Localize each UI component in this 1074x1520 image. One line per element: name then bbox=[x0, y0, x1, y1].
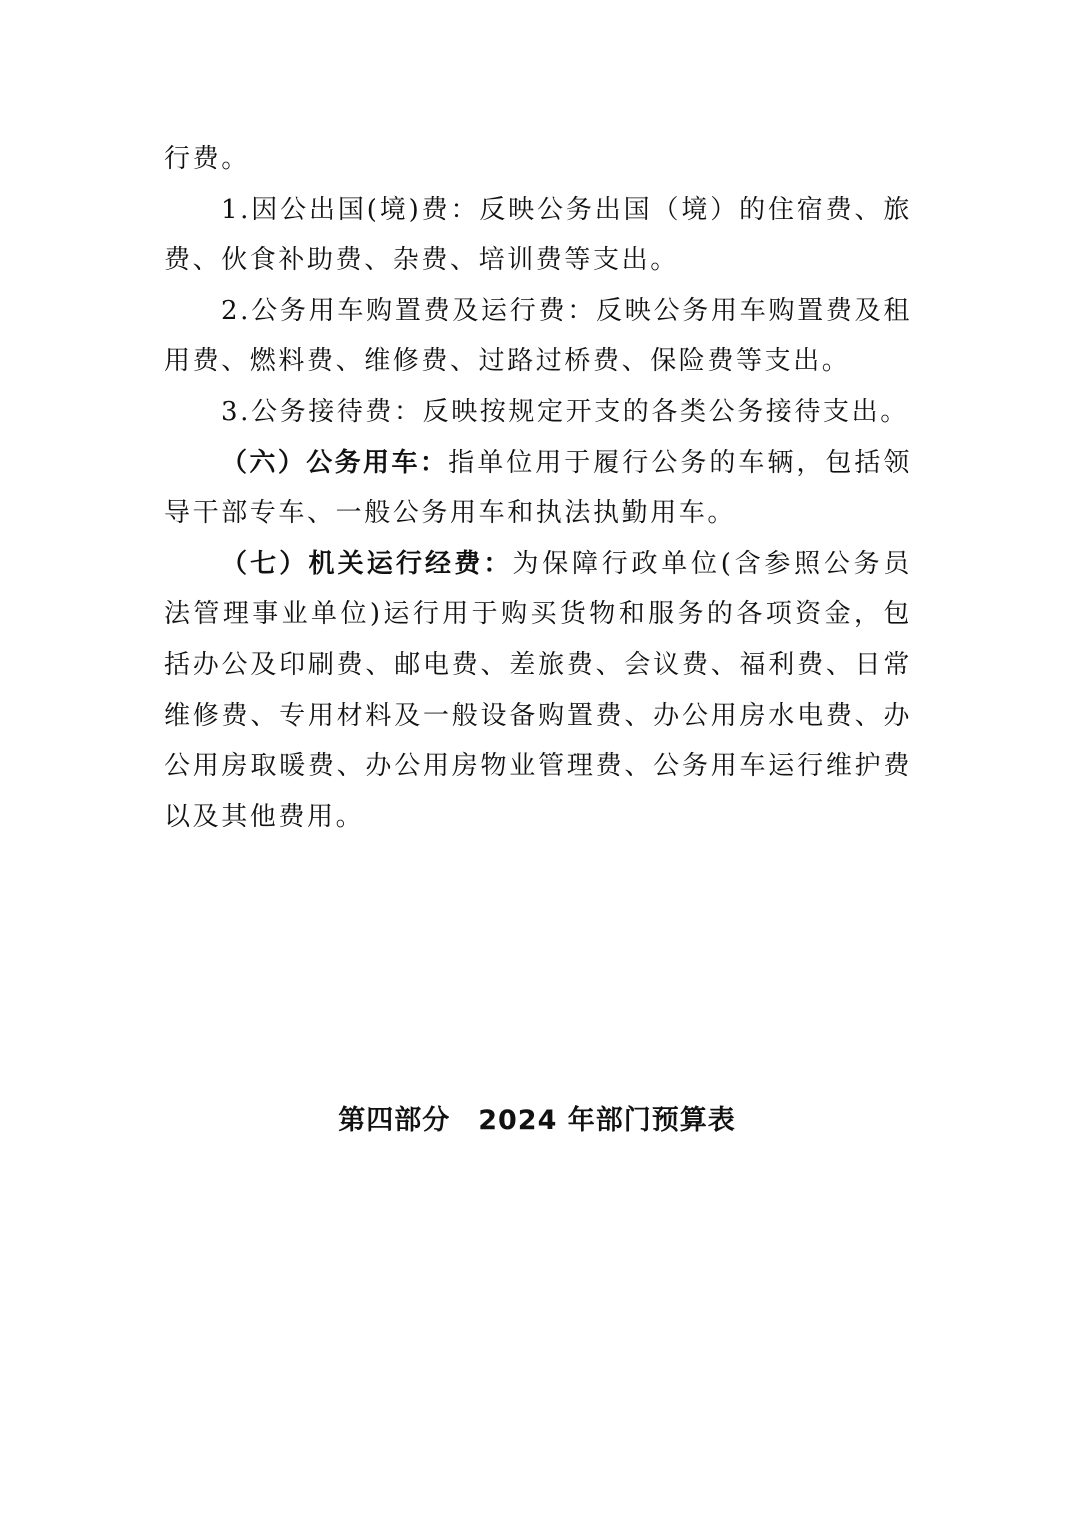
section-official-vehicles bbox=[164, 438, 912, 539]
item-reception: 3.公务接待费：反映按规定开支的各类公务接待支出。 bbox=[221, 396, 909, 427]
section-text: 为保障行政单位(含参照公务员法管理事业单位)运行用于购买货物和服务的各项资金，包括办公及印刷费、邮电费、差旅费、会议费、福利费、日常维修费、专用材料及一般设备购置费、办公用房水电费、办公用房取暖费、办公用房物业管理费、公务用车运行维护费以及其他费用。 bbox=[164, 548, 912, 832]
continuation-paragraph: 行费。 bbox=[164, 144, 250, 174]
section-label: （六）公务用车： bbox=[221, 447, 449, 478]
item-vehicle-purchase: 2.公务用车购置费及运行费：反映公务用车购置费及租用费、燃料费、维修费、过路过桥费、保险费等支出。 bbox=[164, 295, 912, 377]
body-text bbox=[164, 134, 912, 842]
section-operating-funds bbox=[164, 539, 912, 843]
section-label: （七）机关运行经费： bbox=[221, 548, 513, 579]
part-title: 第四部分 2024 年部门预算表 bbox=[338, 1105, 736, 1136]
section-text: 指单位用于履行公务的车辆，包括领导干部专车、一般公务用车和执法执勤用车。 bbox=[164, 447, 912, 529]
item-outbound-travel: 1.因公出国(境)费：反映公务出国（境）的住宿费、旅费、伙食补助费、杂费、培训费等支出。 bbox=[164, 194, 912, 276]
